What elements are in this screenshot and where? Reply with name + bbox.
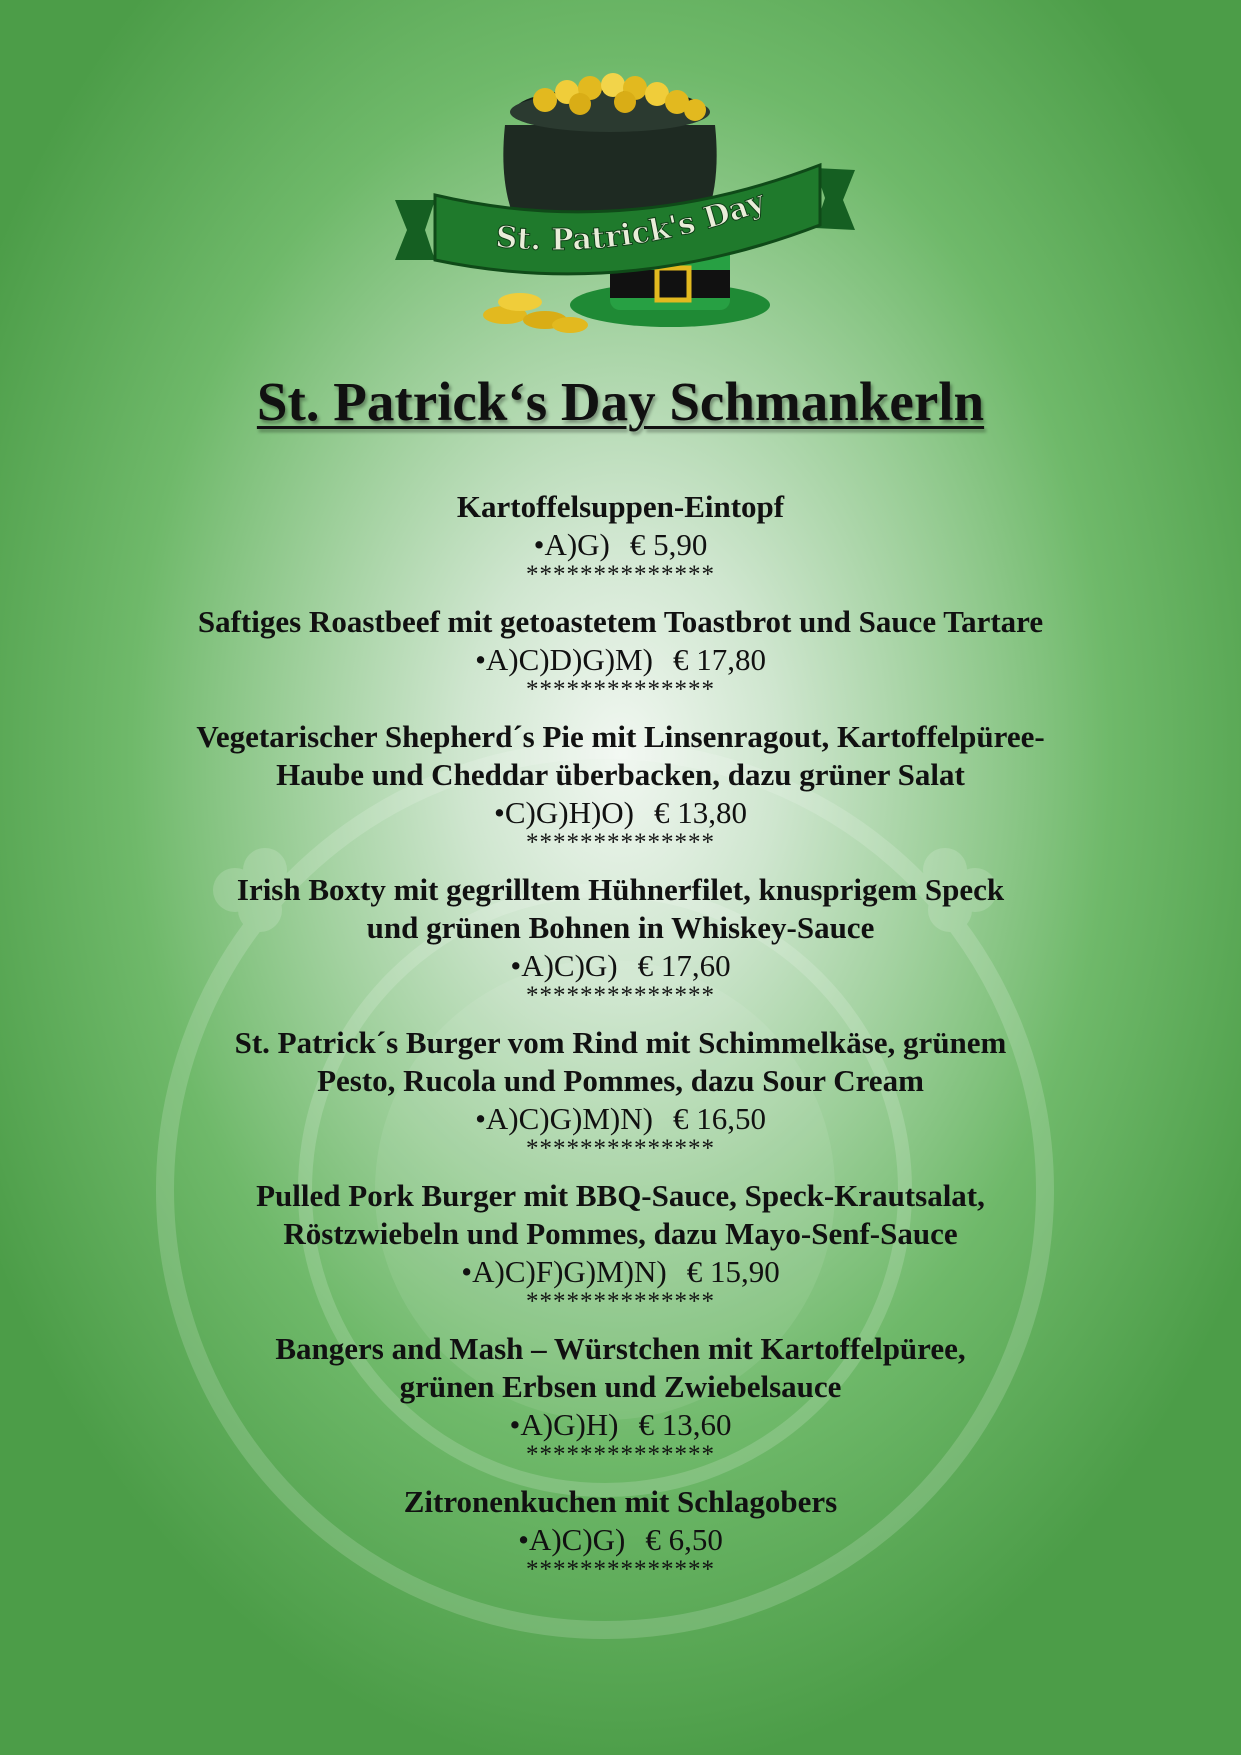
dish-price: € 17,80 [672,642,766,677]
dish-price: € 16,50 [672,1101,766,1136]
asterisk-separator: ************** [526,676,715,703]
asterisk-separator: ************** [526,1556,715,1583]
asterisk-separator: ************** [526,1135,715,1162]
dish-price: € 13,60 [638,1407,732,1442]
allergen-price-line [100,947,1141,984]
menu-item [100,1177,1141,1330]
allergen-price-line [100,794,1141,831]
dish-price: € 6,50 [645,1522,723,1557]
allergen-codes: •A)C)D)G)M) [475,642,653,677]
dish-price: € 5,90 [629,527,708,562]
menu-list [100,488,1141,1598]
allergen-price-line [100,1406,1141,1443]
dish-name: Irish Boxty mit gegrilltem Hühnerfilet, knusprigem Speck und grünen Bohnen in Whiskey-Sauce [236,872,1005,945]
dish-name: Saftiges Roastbeef mit getoastetem Toastbrot und Sauce Tartare [197,604,1044,639]
allergen-codes: •A)G) [533,527,610,562]
menu-item [100,718,1141,871]
allergen-codes: •A)G)H) [509,1407,619,1442]
allergen-codes: •A)C)F)G)M)N) [461,1254,667,1289]
banner-text: St. Patrick's Day [494,183,770,258]
dish-name: Kartoffelsuppen-Eintopf [456,489,785,524]
dish-name: Bangers and Mash – Würstchen mit Kartoffelpüree, grünen Erbsen und Zwiebelsauce [275,1331,966,1404]
menu-item [100,1330,1141,1483]
allergen-price-line [100,641,1141,678]
dish-price: € 17,60 [637,948,731,983]
dish-name: Vegetarischer Shepherd´s Pie mit Linsenragout, Kartoffelpüree- Haube und Cheddar überbacken, dazu grüner Salat [196,719,1045,792]
asterisk-separator: ************** [526,829,715,856]
allergen-codes: •A)C)G) [518,1522,626,1557]
allergen-codes: •C)G)H)O) [494,795,634,830]
asterisk-separator: ************** [526,982,715,1009]
allergen-codes: •A)C)G) [510,948,618,983]
dish-name: Pulled Pork Burger mit BBQ-Sauce, Speck-Krautsalat, Röstzwiebeln und Pommes, dazu Mayo-Senf-Sauce [256,1178,985,1251]
dish-name: St. Patrick´s Burger vom Rind mit Schimmelkäse, grünem Pesto, Rucola und Pommes, dazu Sour Cream [234,1025,1007,1098]
dish-price: € 13,80 [653,795,747,830]
menu-item [100,1483,1141,1598]
asterisk-separator: ************** [526,1441,715,1468]
asterisk-separator: ************** [526,1288,715,1315]
allergen-price-line [100,1521,1141,1558]
allergen-price-line [100,526,1141,563]
asterisk-separator: ************** [526,561,715,588]
menu-item [100,488,1141,603]
allergen-price-line [100,1100,1141,1137]
menu-item [100,871,1141,1024]
dish-name: Zitronenkuchen mit Schlagobers [403,1484,838,1519]
allergen-codes: •A)C)G)M)N) [475,1101,653,1136]
page-title: St. Patrick‘s Day Schmankerln [256,371,985,432]
st-patricks-day-logo [395,70,855,350]
gold-coins-icon [483,293,588,333]
menu-item [100,603,1141,718]
allergen-price-line [100,1253,1141,1290]
dish-price: € 15,90 [686,1254,780,1289]
menu-item [100,1024,1141,1177]
